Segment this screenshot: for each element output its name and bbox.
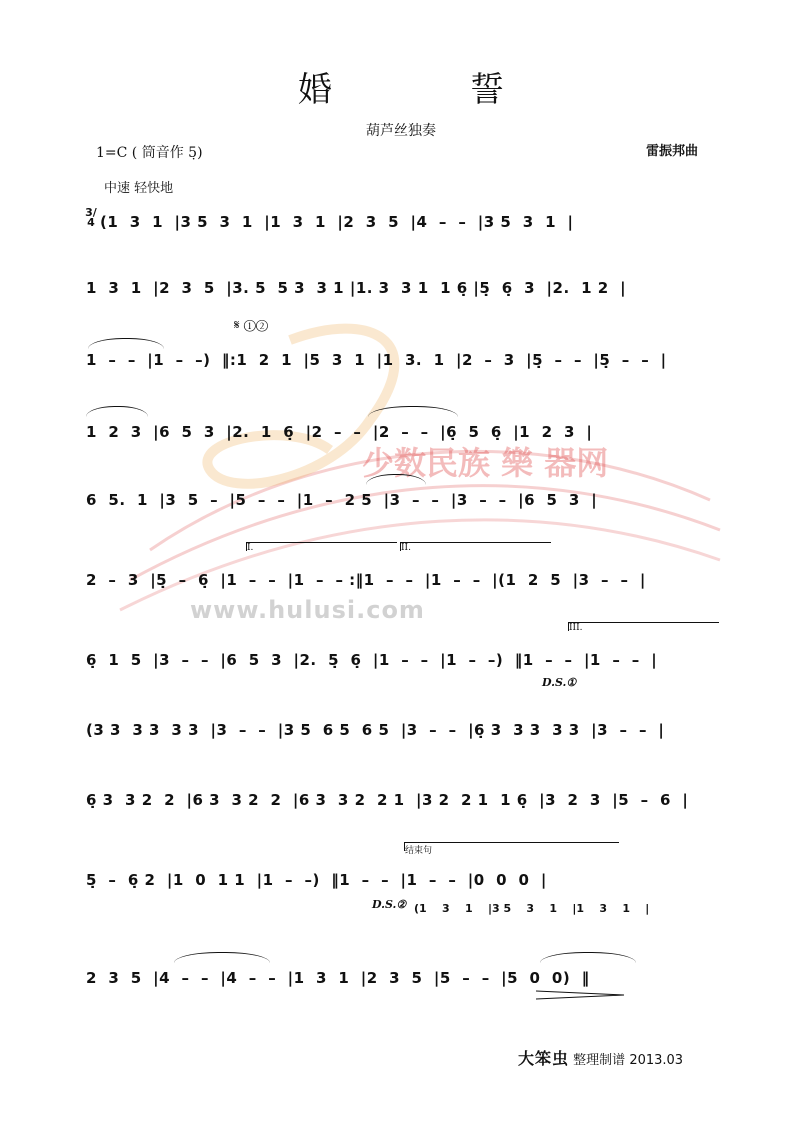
- composer: 雷振邦曲: [646, 144, 699, 159]
- volta-3: [568, 622, 719, 631]
- row-notes: 1 3 1 |2 3 5 |3. 5 5 3 3 1 |1. 3 3 1 1 6̣ |5̣ 6̣ 3 |2. 1 2 |: [86, 279, 627, 297]
- volta-2-label: II.: [401, 543, 411, 553]
- arrangement-date: 2013.03: [629, 1053, 684, 1068]
- row-notes: (3 3 3 3 3 3 |3 – – |3 5 6 5 6 5 |3 – – |6̣ 3 3 3 3 3 |3 – – |: [86, 721, 665, 739]
- watermark-text: 少数民族 樂 器网: [362, 444, 609, 482]
- segno-mark: 𝄋 ①②: [234, 318, 269, 333]
- time-signature: [84, 208, 98, 228]
- ds-2-mark: D.S.②: [372, 898, 407, 911]
- staff-row-9: [86, 790, 722, 830]
- diminuendo-mark: [536, 988, 626, 1002]
- row-notes: 1 2 3 |6 5 3 |2. 1 6̣ |2 – – |2 – – |6̣ 5 6̣ |1 2 3 |: [86, 423, 593, 441]
- row-notes: 6̣ 1 5 |3 – – |6 5 3 |2. 5̣ 6̣ |1 – – |1 – –) ‖1 – – |1 – – |: [86, 651, 658, 669]
- row-notes: 6̣ 3 3 2 2 |6 3 3 2 2 |6 3 3 2 2 1 |3 2 2 1 1 6̣ |3 2 3 |5 – 6 |: [86, 791, 689, 809]
- row-notes: 6 5. 1 |3 5 – |5 – – |1 – 2 5 |3 – – |3 – – |6 5 3 |: [86, 491, 598, 509]
- ending-bracket: [404, 842, 619, 856]
- ending-label: 结束句: [405, 846, 433, 856]
- volta-3-label: III.: [569, 623, 583, 633]
- staff-row-4: [86, 422, 722, 462]
- tie: [540, 952, 636, 963]
- staff-row-2: [86, 278, 722, 318]
- staff-row-5: [86, 490, 722, 530]
- staff-row-3: [86, 350, 722, 390]
- watermark-url: www.hulusi.com: [190, 596, 425, 624]
- staff-row-1: [100, 212, 736, 252]
- staff-row-11: [86, 968, 722, 1008]
- time-signature-text: 3/4: [85, 206, 97, 229]
- arranger-label: 整理制谱: [573, 1053, 626, 1068]
- volta-1-label: I.: [247, 543, 254, 553]
- staff-row-8: [86, 720, 722, 760]
- row-notes: 1 – – |1 – –) ‖:1 2 1 |5 3 1 |1 3. 1 |2 – 3 |5̣ – – |5̣ – – |: [86, 351, 667, 369]
- subtitle: 葫芦丝独奏: [366, 123, 436, 139]
- title-char-2: 誓: [470, 70, 504, 110]
- tempo-marking: 中速 轻快地: [104, 181, 174, 196]
- score-title: [0, 62, 802, 110]
- row-notes: 2 3 5 |4 – – |4 – – |1 3 1 |2 3 5 |5 – – |5 0 0) ‖: [86, 969, 590, 987]
- staff-row-7: [86, 650, 722, 690]
- ds-1-mark: D.S.①: [542, 676, 577, 689]
- volta-1: [246, 542, 397, 551]
- accompaniment-row: (1 3 1 |3 5 3 1 |1 3 1 |: [414, 902, 650, 915]
- title-char-1: 婚: [298, 70, 332, 110]
- volta-2: [400, 542, 551, 551]
- arranger-name: 大笨虫: [518, 1049, 570, 1068]
- row-notes: 5̣ – 6̣ 2 |1 0 1 1 |1 – –) ‖1 – – |1 – – |0 0 0 |: [86, 871, 547, 889]
- row-notes: 2 – 3 |5̣ – 6̣ |1 – – |1 – – :‖1 – – |1 – – |(1 2 5 |3 – – |: [86, 571, 646, 589]
- footer-credit: [518, 1046, 683, 1069]
- key-signature: 1=C ( 筒音作 5̣): [96, 145, 203, 161]
- staff-row-6: [86, 570, 722, 610]
- tie: [174, 952, 270, 963]
- row-notes: (1 3 1 |3 5 3 1 |1 3 1 |2 3 5 |4 – – |3 5 3 1 |: [100, 213, 574, 231]
